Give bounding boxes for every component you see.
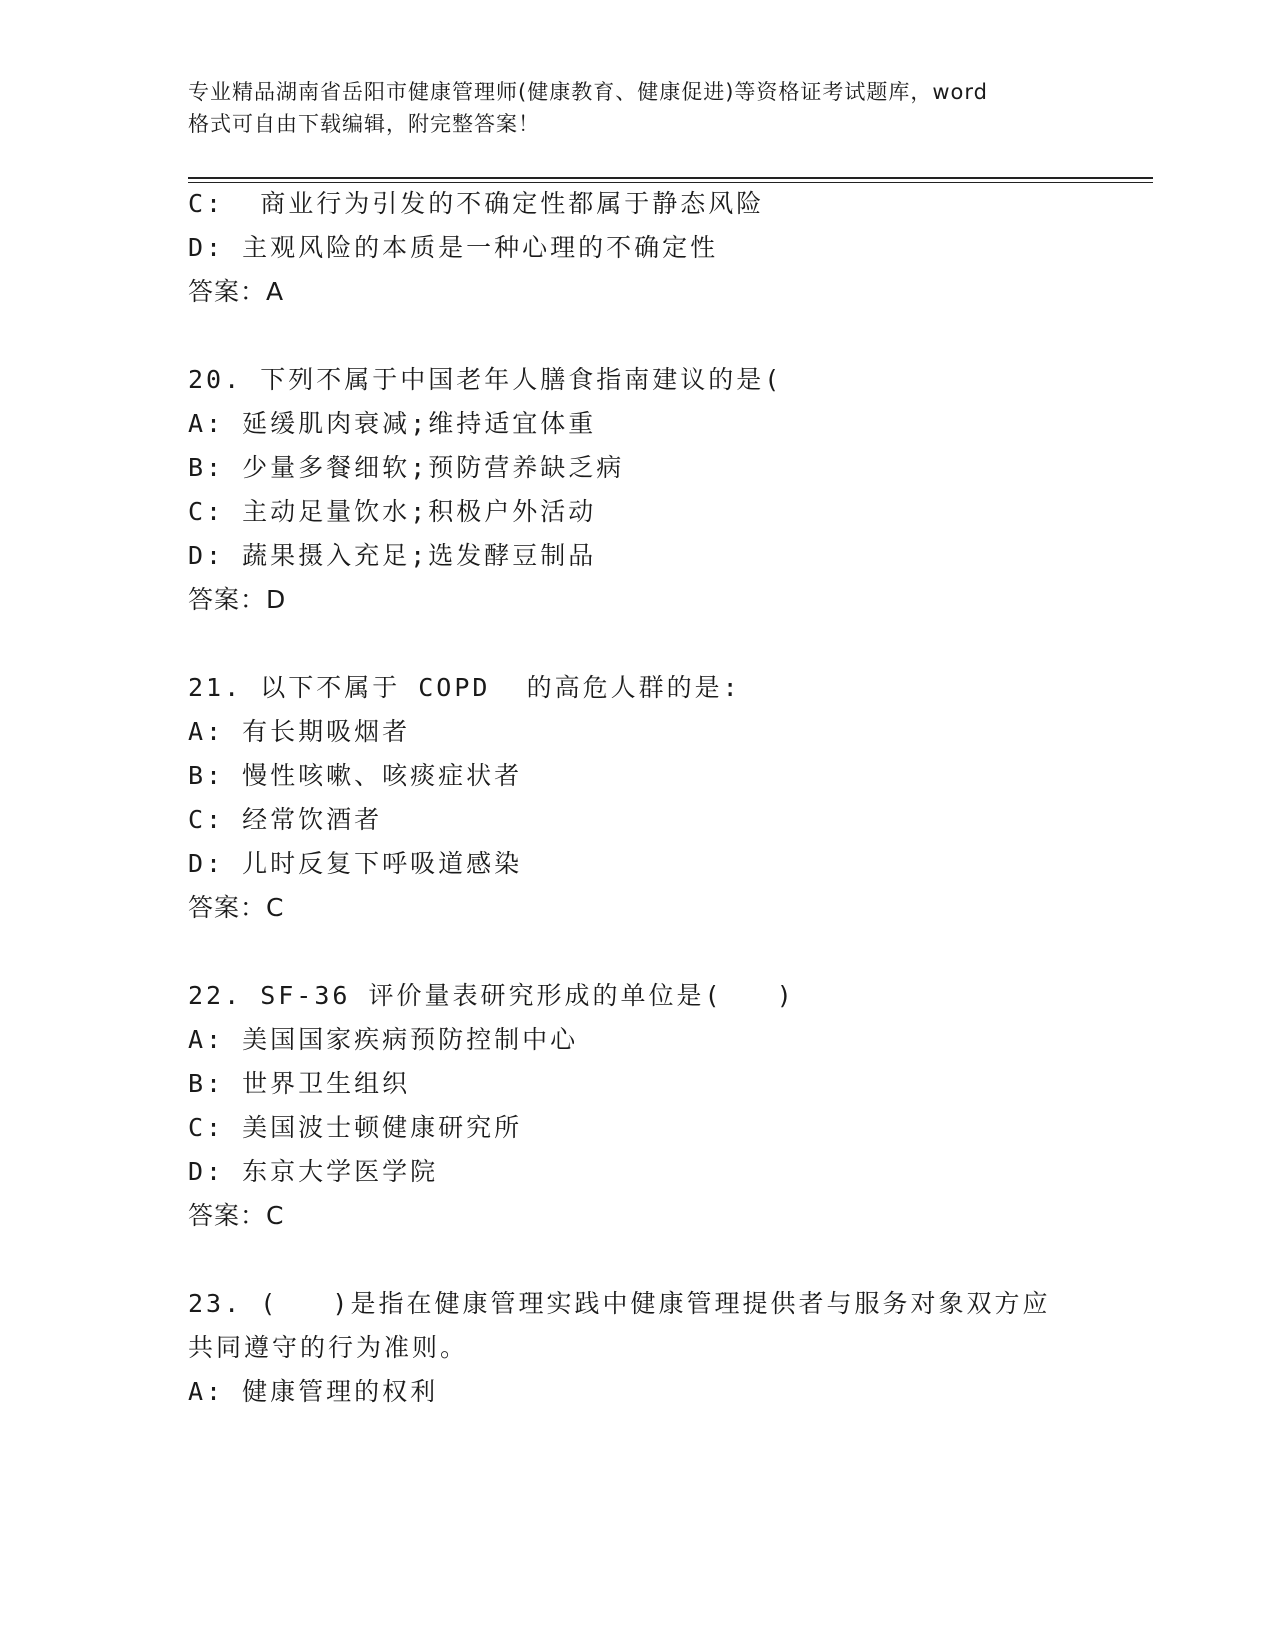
question-22-answer: 答案：C (188, 1201, 285, 1230)
question-20-stem: 20. 下列不属于中国老年人膳食指南建议的是( (188, 365, 783, 394)
question-20-option-c: C: 主动足量饮水;积极户外活动 (188, 497, 597, 526)
question-22-option-c: C: 美国波士顿健康研究所 (188, 1113, 523, 1142)
question-21-option-c: C: 经常饮酒者 (188, 805, 383, 834)
option-d: D: 主观风险的本质是一种心理的不确定性 (188, 233, 719, 262)
question-20-option-a: A: 延缓肌肉衰减;维持适宜体重 (188, 409, 597, 438)
question-20-option-d: D: 蔬果摄入充足;选发酵豆制品 (188, 541, 597, 570)
question-23-stem-line-2: 共同遵守的行为准则。 (188, 1333, 469, 1362)
question-22-option-b: B: 世界卫生组织 (188, 1069, 411, 1098)
header-divider-thick (188, 177, 1153, 179)
answer-label: 答案：A (188, 277, 285, 306)
option-c: C: 商业行为引发的不确定性都属于静态风险 (188, 189, 765, 218)
question-21-option-b: B: 慢性咳嗽、咳痰症状者 (188, 761, 523, 790)
question-22-option-d: D: 东京大学医学院 (188, 1157, 439, 1186)
header-divider-thin (188, 182, 1153, 183)
question-22-stem: 22. SF-36 评价量表研究形成的单位是( ) (188, 981, 795, 1010)
question-21-option-a: A: 有长期吸烟者 (188, 717, 411, 746)
question-21-stem: 21. 以下不属于 COPD 的高危人群的是: (188, 673, 741, 702)
question-20-option-b: B: 少量多餐细软;预防营养缺乏病 (188, 453, 625, 482)
question-23-stem-line-1: 23. ( )是指在健康管理实践中健康管理提供者与服务对象双方应 (188, 1289, 1051, 1318)
document-header (188, 76, 1108, 140)
header-line-1: 专业精品湖南省岳阳市健康管理师(健康教育、健康促进)等资格证考试题库，word (188, 80, 989, 104)
question-20-answer: 答案：D (188, 585, 287, 614)
question-21-answer: 答案：C (188, 893, 285, 922)
question-23-option-a: A: 健康管理的权利 (188, 1377, 439, 1406)
header-line-2: 格式可自由下载编辑，附完整答案！ (188, 112, 540, 136)
question-21-option-d: D: 儿时反复下呼吸道感染 (188, 849, 523, 878)
question-22-option-a: A: 美国国家疾病预防控制中心 (188, 1025, 579, 1054)
